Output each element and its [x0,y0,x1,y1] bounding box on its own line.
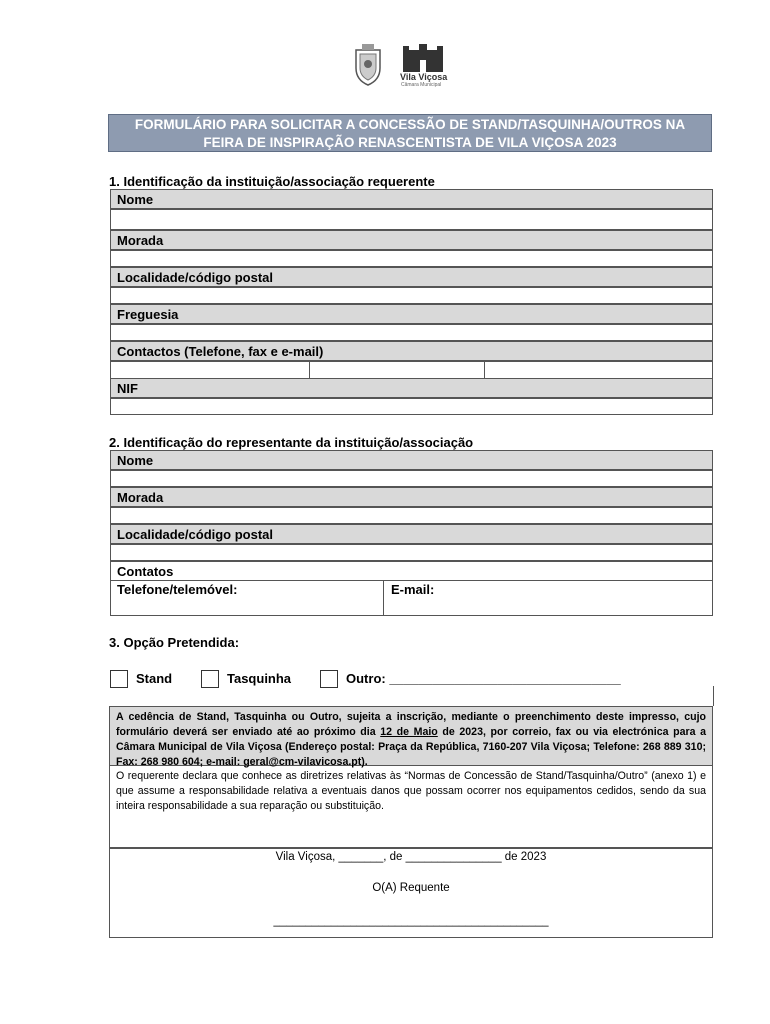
logo-tagline: Câmara Municipal [401,82,442,88]
s2-morada-label: Morada [110,487,713,507]
s2-email-label: E-mail: [391,582,435,597]
header-logos [348,42,448,90]
section2-heading: 2. Identificação do representante da instituição/associação [109,435,474,450]
form-title-line1: FORMULÁRIO PARA SOLICITAR A CONCESSÃO DE STAND/TASQUINHA/OUTROS NA [134,117,686,132]
s1-contactos-label: Contactos (Telefone, fax e e-mail) [110,341,713,361]
section1-heading: 1. Identificação da instituição/associação requerente [109,174,435,189]
s1-morada-input[interactable] [110,250,713,267]
s1-localidade-input[interactable] [110,287,713,304]
coat-of-arms-icon [348,42,388,88]
s2-telefone-label: Telefone/telemóvel: [117,582,238,597]
s2-nome-label: Nome [110,450,713,470]
s1-nome-label: Nome [110,189,713,209]
s1-contactos-divider-1 [309,362,310,378]
stand-checkbox[interactable] [110,670,128,688]
s2-contacts-divider [383,581,384,615]
requester-label: O(A) Requente [372,882,450,894]
vertical-rule [713,686,714,706]
outro-label: Outro: ________________________________ [346,671,621,686]
tasquinha-label: Tasquinha [227,671,292,686]
section3-heading: 3. Opção Pretendida: [109,635,240,650]
s2-nome-input[interactable] [110,470,713,487]
notice-box [109,706,713,766]
logo-town-name: Vila Viçosa [400,72,448,82]
s1-freguesia-input[interactable] [110,324,713,341]
form-title-line2: FEIRA DE INSPIRAÇÃO RENASCENTISTA DE VILA VIÇOSA 2023 [203,135,617,150]
signature-box [109,848,713,938]
notice-text-part1: A cedência de Stand, Tasquinha ou Outro, sujeita a inscrição, mediante o preenchimento deste impresso, cujo formulário deverá ser enviado até ao próximo dia [116,711,706,738]
s2-localidade-input[interactable] [110,544,713,561]
s1-morada-label: Morada [110,230,713,250]
tasquinha-checkbox[interactable] [201,670,219,688]
s1-localidade-label: Localidade/código postal [110,267,713,287]
s2-morada-input[interactable] [110,507,713,524]
s1-nif-label: NIF [110,378,713,398]
signature-line[interactable]: ___________________________________________ [273,915,549,927]
s2-contatos-label: Contatos [110,561,713,581]
s1-contactos-row [110,361,713,379]
s1-nome-input[interactable] [110,209,713,230]
declaration-text: O requerente declara que conhece as diretrizes relativas às “Normas de Concessão de Stand/Tasquinha/Outro” (anexo 1) e que assume a responsabilidade relativa a eventuais danos que possam ocorrer nos equipamentos cedidos, sendo da sua inteira responsabilidade a sua reparação ou substituição. [116,770,706,812]
notice-text-part2: de 2023, por correio, fax ou via electrónica para a Câmara Municipal de Vila Viçosa (Endereço postal: Praça da República, 7160-207 Vila Viçosa; Telefone: 268 889 310; Fax: 268 980 604; e-mail: geral@cm-vilavicosa.pt). [116,726,706,768]
form-title [108,114,712,152]
s1-nif-input[interactable] [110,398,713,415]
outro-checkbox[interactable] [320,670,338,688]
vila-vicosa-logo-icon [401,44,445,72]
place-date-line: Vila Viçosa, _______, de _______________ de 2023 [275,851,547,863]
declaration-box [109,766,713,848]
notice-deadline: 12 de Maio [380,726,438,738]
s2-localidade-label: Localidade/código postal [110,524,713,544]
stand-label: Stand [136,671,173,686]
s2-contacts-row [110,580,713,616]
s1-contactos-divider-2 [484,362,485,378]
s1-freguesia-label: Freguesia [110,304,713,324]
